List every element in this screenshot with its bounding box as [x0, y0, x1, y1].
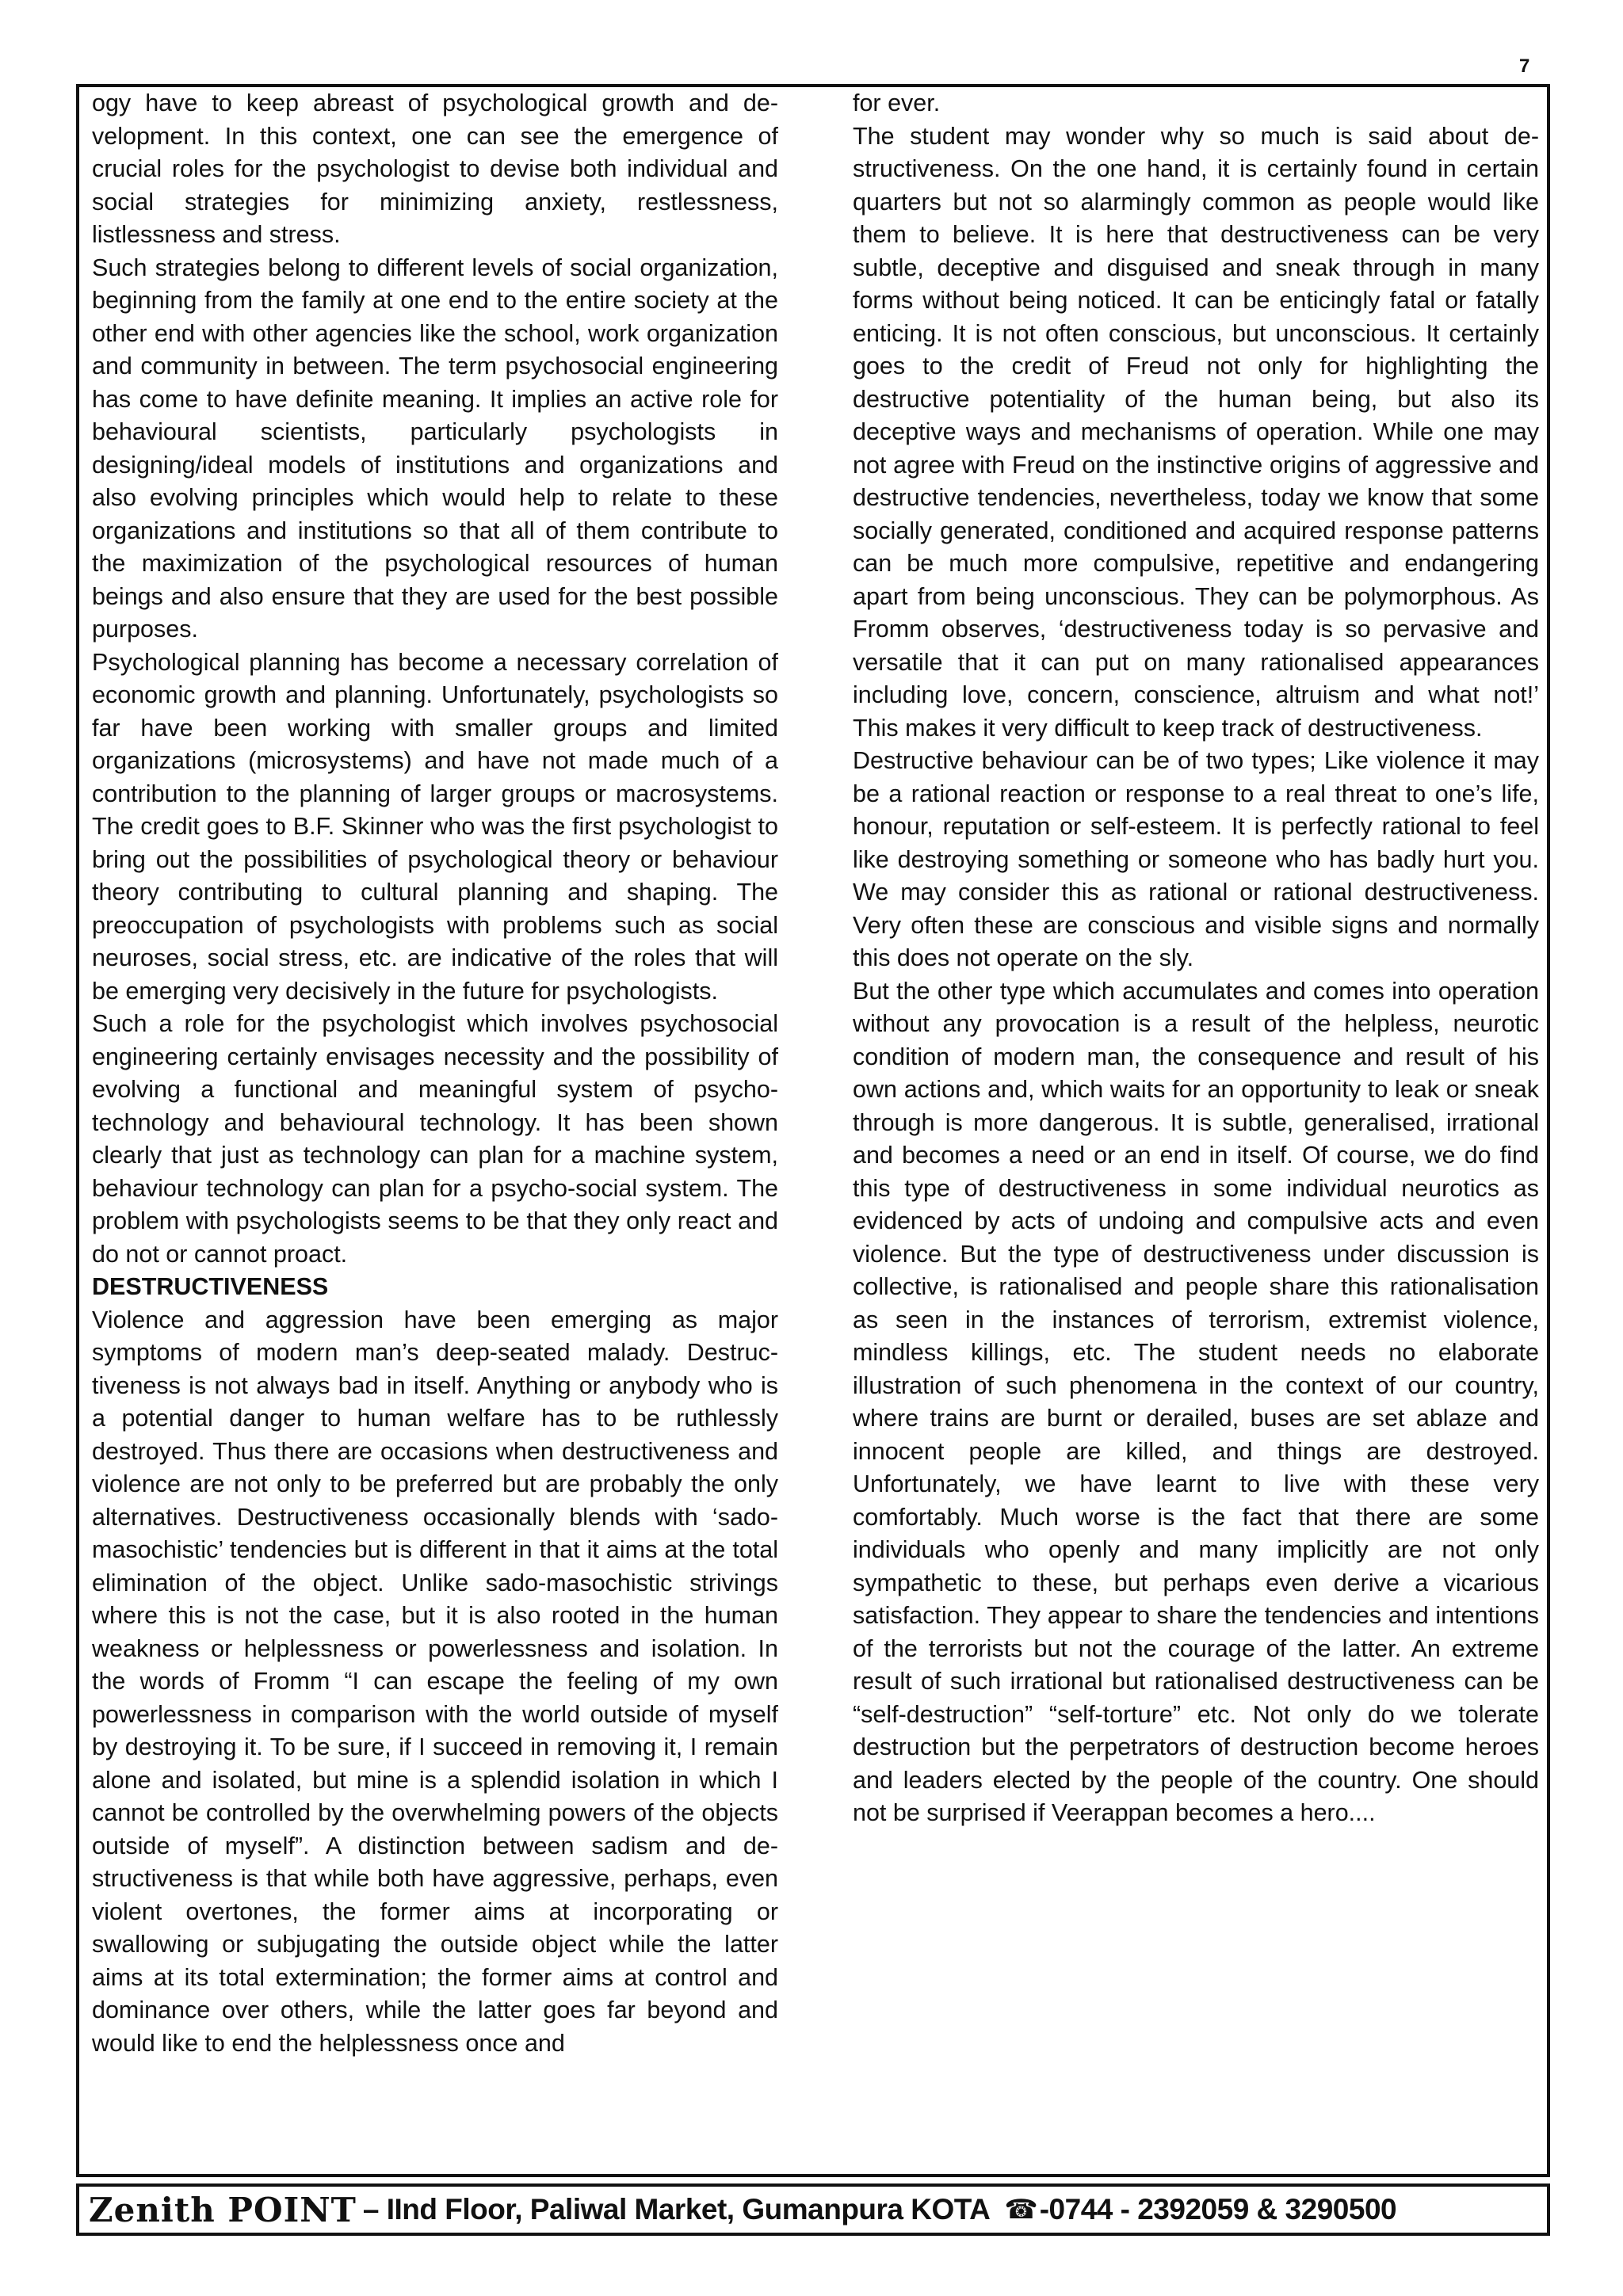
brand-name: Zenith POINT	[89, 2190, 357, 2229]
paragraph: The student may wonder why so much is said about destructiveness. On the one hand, it is certainly found in certain quarters but not so alarmingly common as people would like them to believe. It is here that destructiveness can be very subtle, deceptive and disguised and sneak through in many forms without being noticed. It can be enticingly fatal or fatally enticing. It is not often conscious, but unconscious. It certainly goes to the credit of Freud not only for highlighting the destructive potentiality of the human being, but also its deceptive ways and mechanisms of operation. While one may not agree with Freud on the instinctive origins of aggressive and destructive tendencies, nevertheless, today we know that some socially generated, conditioned and acquired response patterns can be much more compulsive, repetitive and endangering apart from being unconscious. They can be polymorphous. As Fromm observes, ‘destructiveness today is so pervasive and versatile that it can put on many rationalised appearances including love, concern, conscience, altruism and what not!’ This makes it very difficult to keep track of destructiveness.	[853, 122, 1539, 742]
paragraph: Destructive behaviour can be of two types; Like violence it may be a rational reaction or response to a real threat to one’s life, honour, reputation or self-esteem. It is perfectly rational to feel like destroying something or someone who has badly hurt you. We may consider this as rational or rational destructiveness. Very often these are conscious and visible signs and normally this does not operate on the sly.	[853, 747, 1539, 971]
page-number: 7	[1519, 55, 1530, 77]
paragraph: ogy have to keep abreast of psychological growth and development. In this context, one can see the emergence of crucial roles for the psychologist to devise both individual and social strategies for minimizing anxiety, restlessness, listlessness and stress.	[92, 90, 778, 248]
left-column	[92, 87, 778, 2060]
paragraph: Such strategies belong to different levels of social organization, beginning from the family at one end to the entire society at the other end with other agencies like the school, work organization and community in between. The term psychosocial engineering has come to have definite meaning. It implies an active role for behavioural scientists, particularly psychologists in designing/ideal models of institutions and organizations and also evolving principles which would help to relate to these organizations and institutions so that all of them contribute to the maximization of the psychological resources of human beings and also ensure that they are used for the best possible purposes.	[92, 254, 778, 643]
right-column	[853, 87, 1539, 1830]
paragraph: Violence and aggression have been emerging as major symptoms of modern man’s deep-seated malady. Destructiveness is not always bad in itself. Anything or anybody who is a potential danger to human welfare has to be ruthlessly destroyed. Thus there are occasions when destructiveness and violence are not only to be preferred but are probably the only alternatives. Destructiveness occasionally blends with ‘sado-masochistic’ tendencies but is different in that it aims at the total elimination of the object. Unlike sado-masochistic strivings where this is not the case, but it is also rooted in the human weakness or helplessness or powerlessness and isolation. In the words of Fromm “I can escape the feeling of my own powerlessness in comparison with the world outside of myself by destroying it. To be sure, if I succeed in removing it, I remain alone and isolated, but mine is a splendid isolation in which I cannot be controlled by the overwhelming powers of the objects outside of myself”. A distinction between sadism and destructiveness is that while both have aggressive, perhaps, even violent overtones, the former aims at incorporating or swallowing or subjugating the outside object while the latter aims at its total extermination; the former aims at control and dominance over others, while the latter goes far beyond and would like to end the helplessness once and	[92, 1306, 778, 2057]
footer-address: – IInd Floor, Paliwal Market, Gumanpura KOTA	[362, 2193, 991, 2225]
paragraph: But the other type which accumulates and comes into operation without any provocation is a result of the helpless, neurotic condition of modern man, the consequence and result of his own actions and, which waits for an opportunity to leak or sneak through is more dangerous. It is subtle, generalised, irrational and becomes a need or an end in itself. Of course, we do find this type of destructiveness in some individual neurotics as evidenced by acts of undoing and compulsive acts and even violence. But the type of destructiveness under discussion is collective, is rationalised and people share this rationalisation as seen in the instances of terrorism, extremist violence, mindless killings, etc. The student needs no elaborate illustration of such phenomena in the context of our country, where trains are burnt or derailed, buses are set ablaze and innocent people are killed, and things are destroyed. Unfortunately, we have learnt to live with these very comfortably. Much worse is the fact that there are some individuals who openly and many implicitly are not only sympathetic to these, but perhaps even derive a vicarious satisfaction. They appear to share the tendencies and intentions of the terrorists but not the courage of the latter. An extreme result of such irrational but rationalised destructiveness can be “self-destruction” “self-torture” etc. Not only do we tolerate destruction but the perpetrators of destruction become heroes and leaders elected by the people of the country. One should not be surprised if Veerappan becomes a hero....	[853, 977, 1539, 1826]
footer-banner	[76, 2183, 1550, 2236]
paragraph: Such a role for the psychologist which involves psychosocial engineering certainly envisages necessity and the possibility of evolving a functional and meaningful system of psycho-technology and behavioural technology. It has been shown clearly that just as technology can plan for a machine system, behaviour technology can plan for a psycho-social system. The problem with psychologists seems to be that they only react and do not or cannot proact.	[92, 1010, 778, 1268]
footer-phone-numbers: -0744 - 2392059 & 3290500	[1039, 2193, 1397, 2225]
paragraph: for ever.	[853, 90, 941, 116]
section-heading: DESTRUCTIVENESS	[92, 1273, 329, 1300]
telephone-icon: ☎	[1004, 2195, 1038, 2225]
paragraph: Psychological planning has become a necessary correlation of economic growth and planning. Unfortunately, psychologists so far have been working with smaller groups and limited organizations (microsystems) and have not made much of a contribution to the planning of larger groups or macrosystems. The credit goes to B.F. Skinner who was the first psychologist to bring out the possibilities of psychological theory or behaviour theory contributing to cultural planning and shaping. The preoccupation of psychologists with problems such as social neuroses, social stress, etc. are indicative of the roles that will be emerging very decisively in the future for psychologists.	[92, 648, 778, 1005]
